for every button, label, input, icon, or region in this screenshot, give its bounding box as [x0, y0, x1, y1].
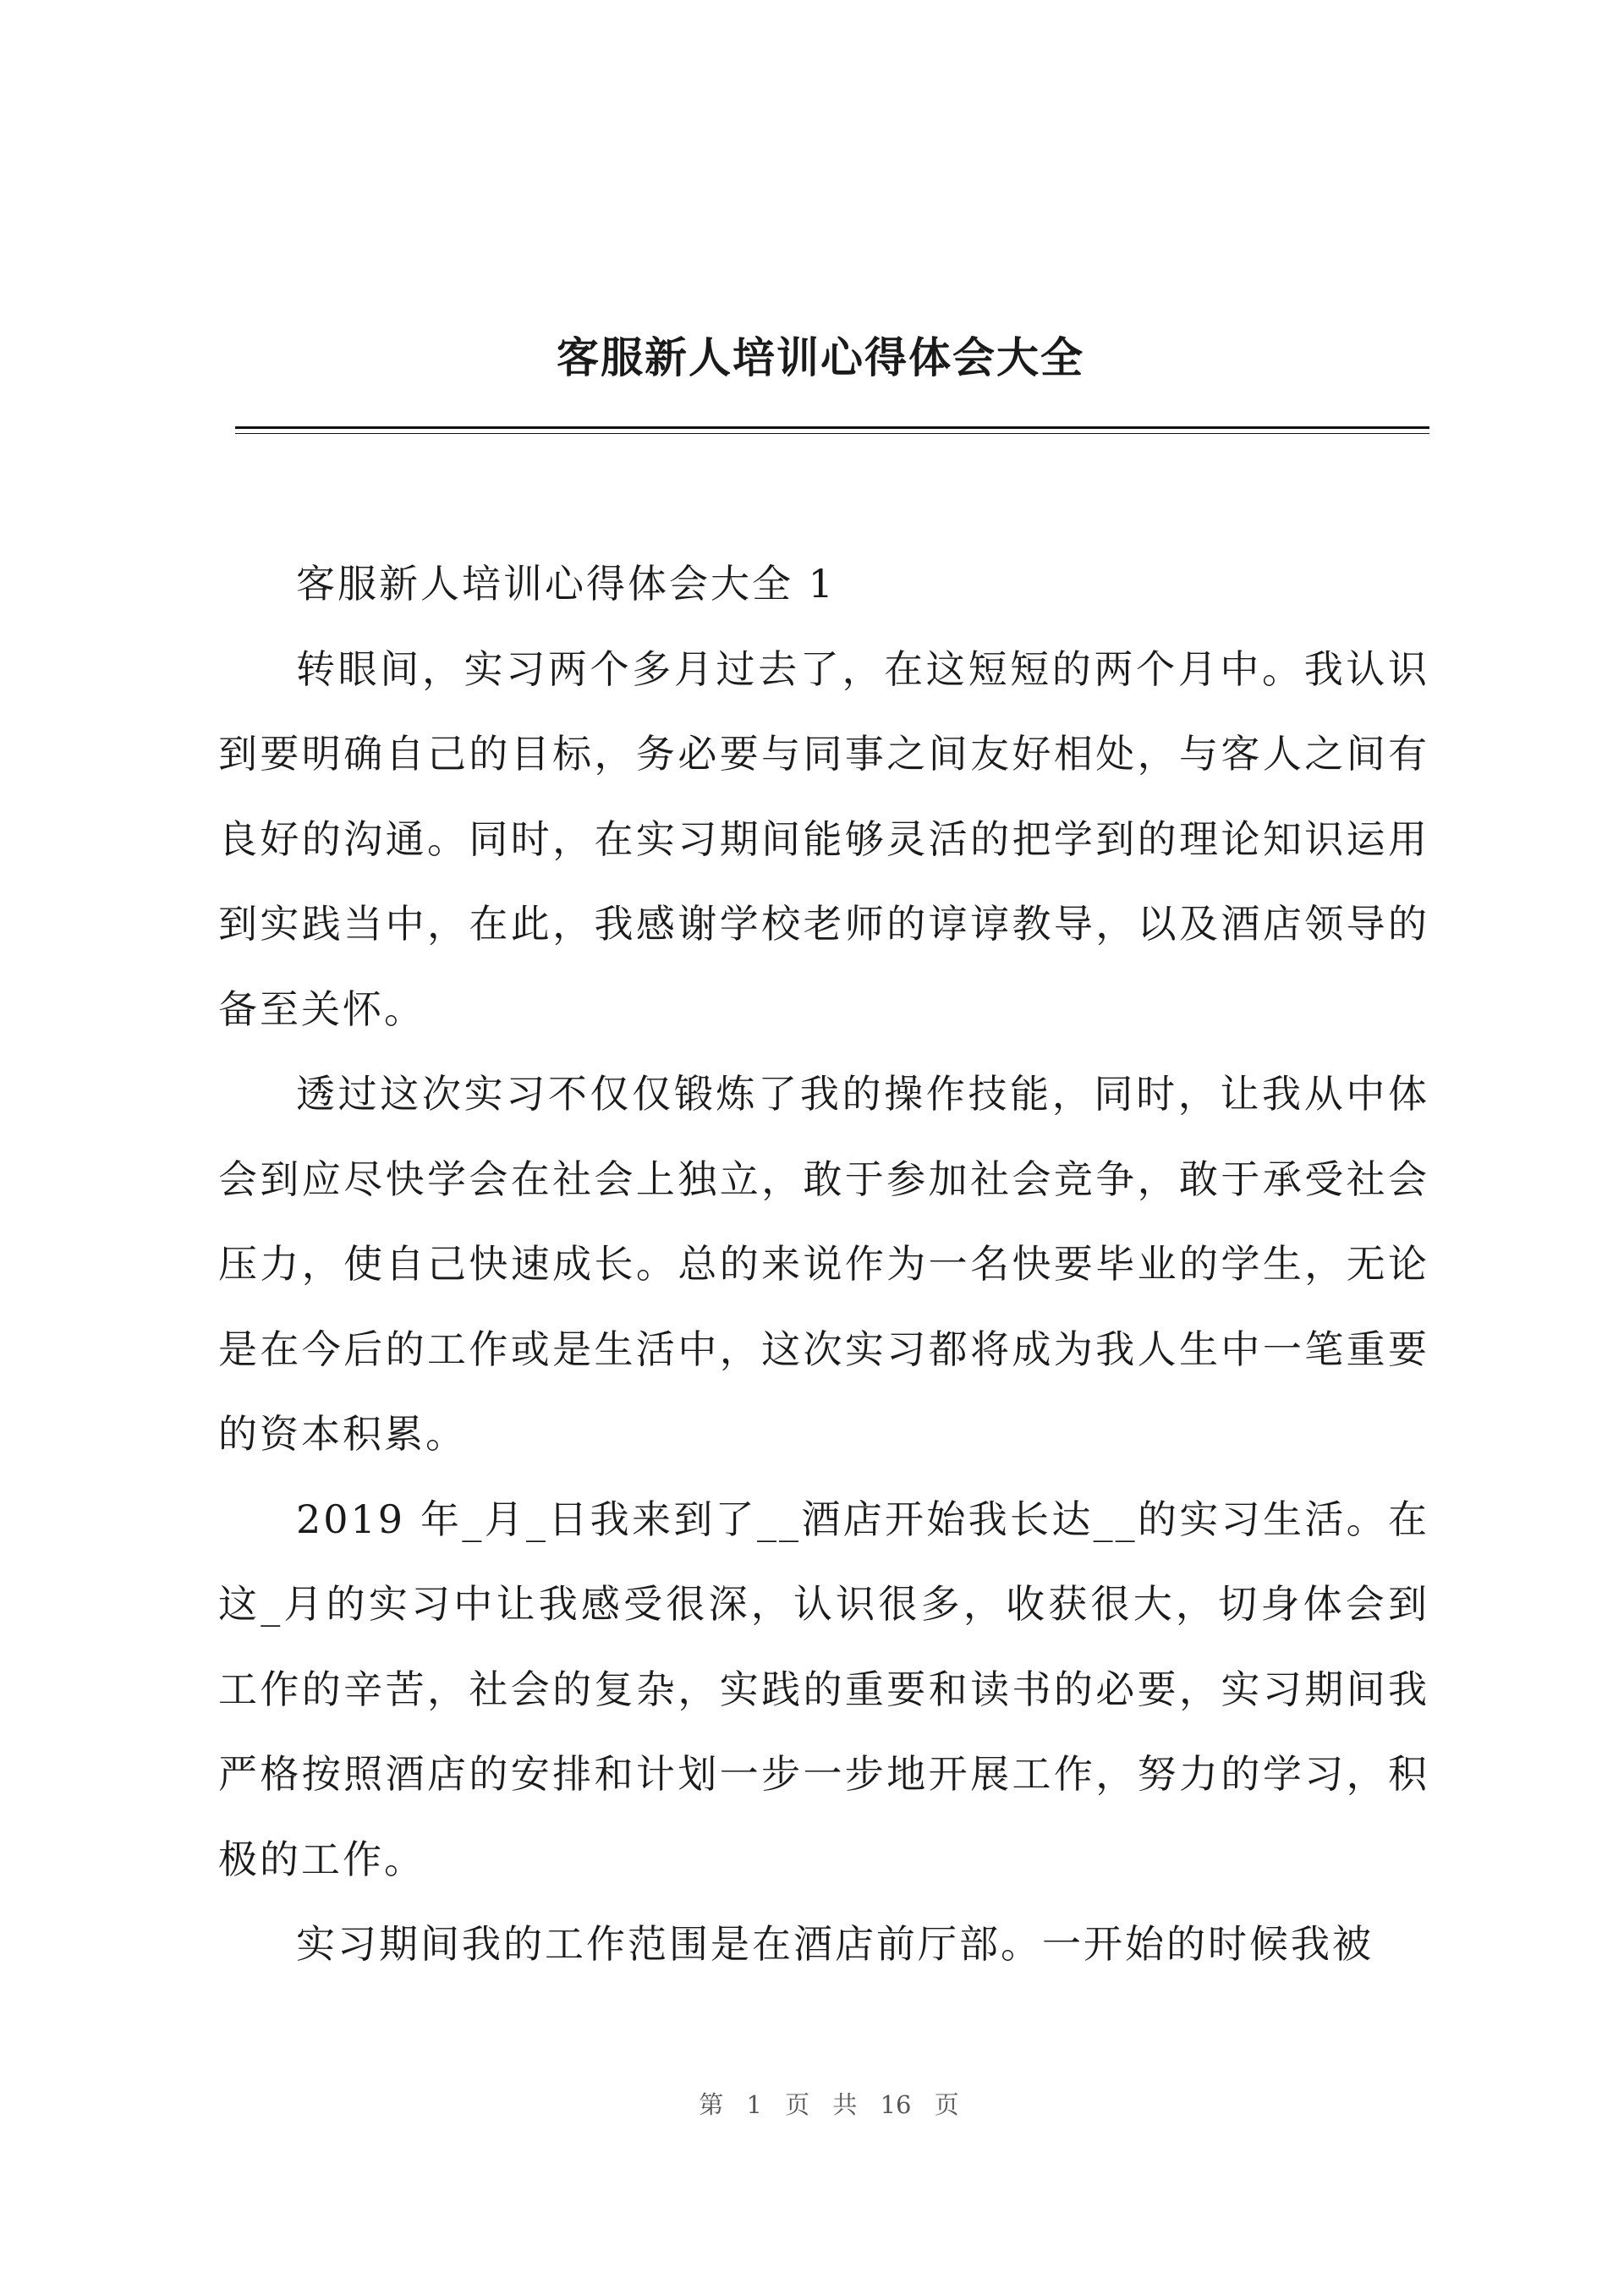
- body-paragraph: 实习期间我的工作范围是在酒店前厅部。一开始的时候我被: [296, 1921, 1374, 1967]
- title-divider: [235, 426, 1429, 434]
- body-paragraph: 转眼间，实习两个多月过去了，在这短短的两个月中。我认识到要明确自己的目标，务必要与同事之间友好相处，与客人之间有良好的沟通。同时，在实习期间能够灵活的把学到的理论知识运用到实践当中，在此，我感谢学校老师的谆谆教导，以及酒店领导的备至关怀。: [218, 645, 1429, 1032]
- document-title: 客服新人培训心得体会大全: [557, 333, 1084, 382]
- body-paragraph: 2019 年_月_日我来到了__酒店开始我长达__的实习生活。在这_月的实习中让我感受很深，认识很多，收获很大，切身体会到工作的辛苦，社会的复杂，实践的重要和读书的必要，实习期间我严格按照酒店的安排和计划一步一步地开展工作，努力的学习，积极的工作。: [218, 1496, 1429, 1882]
- page-number: 第 1 页 共 16 页: [699, 2090, 959, 2119]
- section-heading: 客服新人培训心得体会大全 1: [296, 561, 836, 607]
- document-body: [218, 541, 1429, 1987]
- body-paragraph: 透过这次实习不仅仅锻炼了我的操作技能，同时，让我从中体会到应尽快学会在社会上独立，敢于参加社会竞争，敢于承受社会压力，使自己快速成长。总的来说作为一名快要毕业的学生，无论是在今后的工作或是生活中，这次实习都将成为我人生中一笔重要的资本积累。: [218, 1071, 1429, 1457]
